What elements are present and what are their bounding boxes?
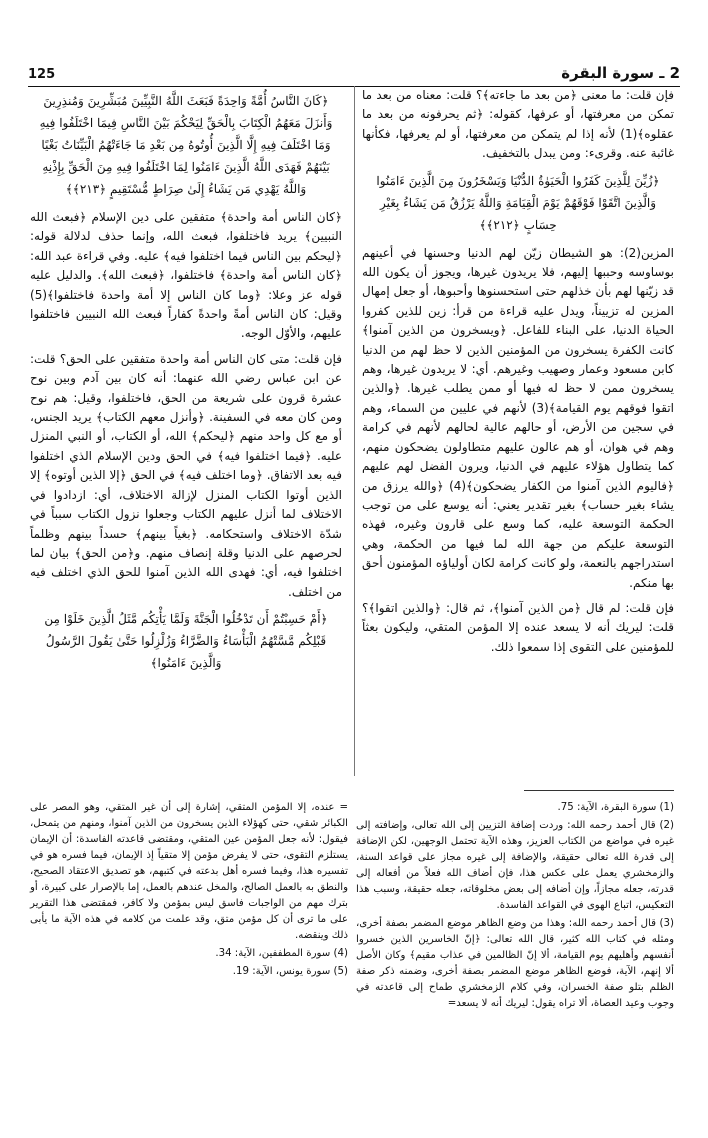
right-text-column [362, 86, 674, 663]
footnote: (2) قال أحمد رحمه الله: وردت إضافة التزيين إلى الله تعالى، وإضافته إلى غيره في مواضع من الكتاب العزيز، وهذه الآية تحتمل الوجهين، لكن الإضافة إلى قدرة الله تعالى حقيقة، والإضافة إلى غيره مجاز على قواعد السنة، والزمخشري يعمل على عكس هذا، فإن أضاف الله فعلاً من أفعاله إلى قدرته، جعله مجازاً، وإن أضافه إلى بعض مخلوقاته، جعله حقيقة، وسبب هذا التعكيس، اتباع الهوى في القواعد الفاسدة. [356, 820, 674, 911]
page-header [28, 52, 680, 87]
quran-verse: ﴿زُيِّنَ لِلَّذِينَ كَفَرُوا الْحَيَوٰةُ الدُّنْيَا وَيَسْخَرُونَ مِنَ الَّذِينَ ءَامَنُوا وَالَّذِينَ اتَّقَوْا فَوْقَهُمْ يَوْمَ الْقِيَامَةِ وَاللَّهُ يَرْزُقُ مَن يَشَاءُ بِغَيْرِ حِسَابٍ ﴿٢١٢﴾﴾ [376, 173, 660, 232]
footnotes-right [356, 800, 674, 1014]
footnote: (1) سورة البقرة، الآية: 75. [557, 802, 674, 813]
quran-verse: ﴿أَمْ حَسِبْتُمْ أَن تَدْخُلُوا الْجَنَّةَ وَلَمَّا يَأْتِكُم مَّثَلُ الَّذِينَ خَلَوْا مِن قَبْلِكُم مَّسَّتْهُمُ الْبَأْسَاءُ وَالضَّرَّاءُ وَزُلْزِلُوا حَتَّىٰ يَقُولَ الرَّسُولُ وَالَّذِينَ ءَامَنُوا﴾ [44, 612, 328, 671]
quran-verse: ﴿كَانَ النَّاسُ أُمَّةً وَاحِدَةً فَبَعَثَ اللَّهُ النَّبِيِّينَ مُبَشِّرِينَ وَمُنذِرِينَ وَأَنزَلَ مَعَهُمُ الْكِتَابَ بِالْحَقِّ لِيَحْكُمَ بَيْنَ النَّاسِ فِيمَا اخْتَلَفُوا فِيهِ وَمَا اخْتَلَفَ فِيهِ إِلَّا الَّذِينَ أُوتُوهُ مِن بَعْدِ مَا جَاءَتْهُمُ الْبَيِّنَاتُ بَغْيًا بَيْنَهُمْ فَهَدَى اللَّهُ الَّذِينَ ءَامَنُوا لِمَا اخْتَلَفُوا فِيهِ مِنَ الْحَقِّ بِإِذْنِهِ وَاللَّهُ يَهْدِي مَن يَشَاءُ إِلَىٰ صِرَاطٍ مُّسْتَقِيمٍ ﴿٢١٣﴾﴾ [39, 94, 333, 196]
footnotes-left [30, 800, 348, 982]
running-title: 2 ـ سورة البقرة [561, 64, 680, 82]
paragraph: ﴿كان الناس أمة واحدة﴾ متفقين على دين الإسلام ﴿فبعث الله النبيين﴾ يريد فاختلفوا، فبعث الله، وإنما حذف لدلالة قوله: ﴿ليحكم بين الناس فيما اختلفوا فيه﴾ عليه. وفي قراءة عبد الله: ﴿كان الناس أمة واحدة﴾ فاختلفوا، ﴿فبعث الله﴾. والدليل عليه قوله عز وعلا: ﴿وما كان الناس إلا أمة واحدة فاختلفوا﴾(5) وقيل: كان الناس أمةً واحدةً كفاراً فبعث الله النبيين فاختلفوا عليهم، والأوّل الوجه. [30, 210, 342, 341]
footnote-separator [524, 790, 674, 791]
page-number: 125 [28, 67, 56, 82]
footnote: (3) قال أحمد رحمه الله: وهذا من وضع الظاهر موضع المضمر بصفة أخرى، ومثله في كتاب الله كثير، قال الله تعالى: ﴿إنّ الخاسرين الذين خسروا أنفسهم وأهليهم يوم القيامة، ألا إنّ الظالمين في عذاب مقيم﴾ وكان الأصل ألا إنهم، الآية، فوضع الظاهر موضع المضمر بصفة أخرى، وضمنه ذكر صفة الظلم بتلو صفة الخسران، وفي كلام الزمخشري طماح إلى قاعدته في وجوب وعيد العصاة، ألا تراه يقول: ليريك أنه لا يسعد= [356, 918, 674, 1009]
footnote: = عنده، إلا المؤمن المتقي، إشارة إلى أن غير المتقي، وهو المصر على الكبائر شقي، حتى كهؤلاء الذين يسخرون من الذين آمنوا، ومنهم من يتمحل، فيقول: لأنه جعل المؤمن عين المتقي، ومقتضى قاعدته الفاسدة: أن الإيمان يستلزم التقوى، حتى لا يفرض مؤمن إلا متقياً إذ الإيمان، فيما فسره هو في تفسيره هذا، وفيما فسره أهل بدعته في كتبهم، هو تصديق الاعتقاد الصحيح، والنطق به بالعمل الصالح، والمخل عندهم بالعمل، إما بالإصرار على كبيرة، أو بترك مهم من الواجبات فاسق ليس بمؤمن ولا كافر، فمقتضى هذا التقرير على ما ترى أن كل مؤمن متق، وقد علمت من كلامه في هذه الآية ما يأبى ذلك وينقضه. [30, 802, 348, 941]
column-divider [354, 86, 355, 776]
paragraph: فإن قلت: لم قال ﴿من الذين آمنوا﴾، ثم قال: ﴿والذين اتقوا﴾؟ قلت: ليريك أنه لا يسعد عنده إلا المؤمن المتقي، وليكون بعثاً للمؤمنين على التقوى إذا سمعوا ذلك. [362, 600, 674, 654]
paragraph: فإن قلت: ما معنى ﴿من بعد ما جاءته﴾؟ قلت: معناه من بعد ما تمكن من معرفتها، أو عرفها، كقوله: ﴿ثم يحرفونه من بعد ما عقلوه﴾(1) لأنه إذا لم يتمكن من معرفتها، أو لم يعرفها، فكأنها غائبة عنه. وقرىء: ومن يبدل بالتخفيف. [362, 88, 674, 161]
footnote: (4) سورة المطففين، الآية: 34. [215, 948, 348, 959]
left-text-column [30, 86, 342, 682]
footnote: (5) سورة يونس، الآية: 19. [232, 966, 348, 977]
paragraph: فإن قلت: متى كان الناس أمة واحدة متفقين على الحق؟ قلت: عن ابن عباس رضي الله عنهما: أنه كان بين آدم وبين نوح عشرة قرون على شريعة من الحق، فاختلفوا، وقيل: هم نوح ومن كان معه في السفينة. ﴿وأنزل معهم الكتاب﴾ يريد الجنس، أو مع كل واحد منهم ﴿ليحكم﴾ الله، أو الكتاب، أو النبي المنزل عليه. ﴿فيما اختلفوا فيه﴾ في الحق ودين الإسلام الذي اختلفوا فيه بعد الاتفاق. ﴿وما اختلف فيه﴾ في الحق ﴿إلا الذين أوتوه﴾ إلا الذين أوتوا الكتاب المنزل لإزالة الاختلاف، أي: ازدادوا في الاختلاف لما أنزل عليهم الكتاب وجعلوا نزول الكتاب سبباً في شدّة الاختلاف واستحكامه. ﴿بغياً بينهم﴾ حسداً بينهم وظلماً لحرصهم على الدنيا وقلة إنصاف منهم. و﴿من الحق﴾ بيان لما اختلفوا فيه، أي: فهدى الله الذين آمنوا للحق الذي اختلف فيه من اختلف. [30, 351, 342, 599]
paragraph: المزين(2): هو الشيطان زيّن لهم الدنيا وحسنها في أعينهم بوساوسه وحببها إليهم، فلا يريدون غيرها، ويجوز أن يكون الله قد زيّنها لهم بأن خذلهم حتى استحسنوها وأحبوها، أو جعل إمهال المزين له تزييناً، ويدل عليه قراءة من قرأ: زين للذين كفروا الحياة الدنيا، على البناء للفاعل. ﴿ويسخرون من الذين آمنوا﴾ كانت الكفرة يسخرون من المؤمنين الذين لا حظ لهم من الدنيا كابن مسعود وعمار وصهيب وغيرهم. أي: لا يريدون غيرها، وهم يسخرون ممن لا حظ له فيها أو ممن يطلب غيرها. ﴿والذين اتقوا فوقهم يوم القيامة﴾(3) لأنهم في عليين من السماء، وهم في سجين من الأرض، أو حالهم عالية لحالهم لأنهم في كرامة وهم في هوان، أو هم عالون عليهم متطاولون يضحكون منهم، كما يتطاول هؤلاء عليهم في الدنيا، ويرون الفضل لهم عليهم ﴿فاليوم الذين آمنوا من الكفار يضحكون﴾(4) ﴿والله يرزق من يشاء بغير حساب﴾ بغير تقدير يعني: أنه يوسع على من توجب الحكمة التوسعة عليه، كما وسع على قارون وغيره، فهذه التوسعة عليكم من جهة الله لما فيها من الحكمة، وهي استدراجهم بالنعمة، ولو كانت كرامة لكان أولياؤه المؤمنون أحق بها منكم. [362, 245, 674, 590]
